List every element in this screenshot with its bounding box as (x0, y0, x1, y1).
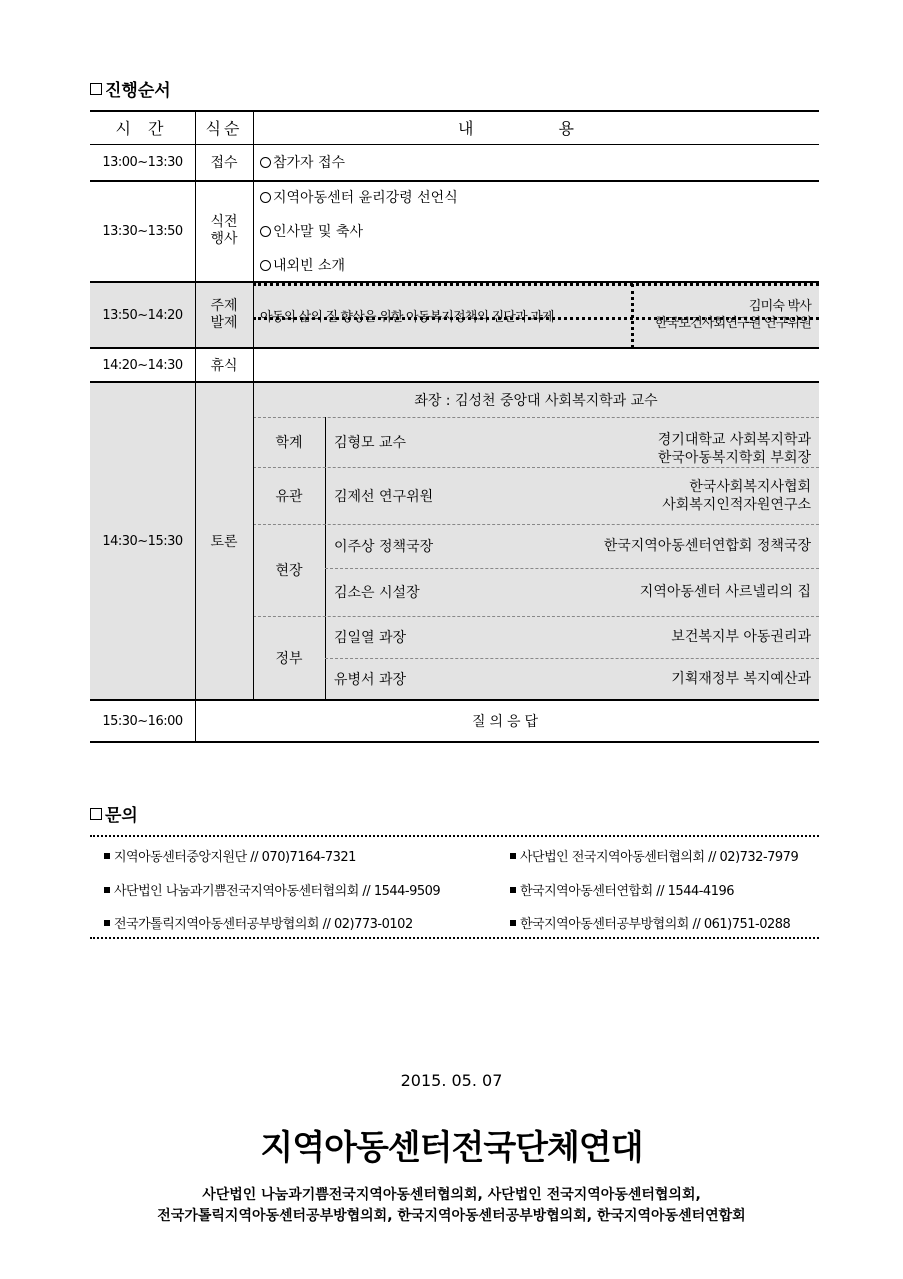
discussion-chair: 좌장 : 김성천 중앙대 사회복지학과 교수 (414, 392, 658, 409)
panelist-name-text: 김제선 연구위원 (334, 488, 434, 505)
category-government: 정부 (275, 651, 303, 667)
contact-text: 한국지역아동센터공부방협의회 // 061)751-0288 (520, 917, 791, 932)
table-rule (90, 144, 819, 145)
row-type: 주제 발제 (210, 298, 238, 331)
panelist-name (334, 467, 534, 524)
circle-bullet-icon (260, 157, 271, 168)
table-row (90, 700, 819, 742)
contact-item (510, 913, 790, 932)
header-type: 식순 (205, 118, 243, 138)
contact-text: 전국가톨릭지역아동센터공부방협의회 // 02)773-0102 (114, 917, 413, 932)
keynote-speaker-affil: 한국보건사회연구원 연구위원 (654, 316, 811, 331)
affil-line: 경기대학교 사회복지학과 (657, 432, 811, 448)
table-header (90, 110, 819, 144)
keynote-title: 아동의 삶의 질 향상을 위한 아동복지정책의 진단과 과제 (260, 309, 554, 325)
table-row (90, 144, 819, 180)
table-rule (90, 347, 819, 349)
opening-item-3 (260, 248, 810, 282)
document-date: 2015. 05. 07 (400, 1071, 503, 1090)
panelist-name-text: 이주상 정책국장 (334, 539, 434, 555)
contact-bottom-border (90, 937, 819, 939)
category-academia: 학계 (275, 435, 303, 451)
contact-item (104, 913, 413, 932)
keynote-speaker: 김미숙 박사 (748, 299, 811, 314)
panelist-affil (662, 478, 811, 514)
contact-item (104, 846, 356, 865)
table-row (90, 348, 819, 382)
opening-item-text: 지역아동센터 윤리강령 선언식 (273, 190, 458, 206)
panelist-name-text: 유병서 과장 (334, 672, 407, 688)
contact-item (510, 880, 734, 899)
category-field: 현장 (275, 563, 303, 579)
row-content (260, 144, 810, 180)
row-time: 14:20~14:30 (102, 357, 183, 373)
row-time: 13:00~13:30 (102, 154, 183, 170)
square-bullet-icon (510, 920, 516, 926)
organization-name: 지역아동센터전국단체연대 (260, 1128, 643, 1168)
table-col-line (195, 110, 196, 742)
table-row (90, 282, 819, 348)
member-organizations (0, 1185, 903, 1227)
schedule-title-text: 진행순서 (105, 81, 171, 101)
panelist-name (334, 568, 534, 616)
table-rule (90, 699, 819, 701)
panelist-name-text: 김일열 과장 (334, 630, 407, 646)
contact-text: 사단법인 전국지역아동센터협의회 // 02)732-7979 (520, 850, 799, 865)
schedule-section-title (90, 76, 171, 101)
panelist-name (334, 417, 534, 467)
panelist-name (334, 658, 534, 700)
members-line: 전국가톨릭지역아동센터공부방협의회, 한국지역아동센터공부방협의회, 한국지역아동센터연합회 (157, 1208, 746, 1224)
square-bullet-icon (104, 853, 110, 859)
table-rule (90, 180, 819, 182)
panelist-name (334, 616, 534, 658)
square-bullet-icon (510, 853, 516, 859)
panelist-name-text: 김형모 교수 (334, 435, 407, 451)
row-type: 토론 (210, 534, 238, 550)
qa-content: 질의응답 (471, 714, 543, 730)
checkbox-square-icon (90, 83, 102, 95)
header-content: 내 용 (458, 118, 614, 138)
table-rule (90, 110, 819, 112)
affil-line: 한국사회복지사협회 (689, 479, 811, 495)
contact-text: 사단법인 나눔과기쁨전국지역아동센터협의회 // 1544-9509 (114, 884, 441, 899)
keynote-speaker-block (638, 282, 811, 348)
panelist-affil (658, 431, 811, 467)
contact-section-title (90, 801, 138, 826)
panelist-name (334, 524, 534, 568)
checkbox-square-icon (90, 808, 102, 820)
affil-line: 한국아동복지학회 부회장 (657, 450, 811, 466)
members-line: 사단법인 나눔과기쁨전국지역아동센터협의회, 사단법인 전국지역아동센터협의회, (202, 1187, 701, 1203)
reception-item: 참가자 접수 (273, 155, 346, 171)
contact-text: 한국지역아동센터연합회 // 1544-4196 (520, 884, 735, 899)
row-type: 식전 행사 (210, 214, 238, 247)
contact-top-border (90, 835, 819, 837)
opening-item-1 (260, 180, 810, 214)
dotted-divider-vertical (631, 284, 634, 348)
opening-item-text: 인사말 및 축사 (273, 224, 364, 240)
table-col-line (253, 110, 254, 700)
table-rule (90, 281, 819, 283)
square-bullet-icon (104, 887, 110, 893)
table-row (90, 382, 819, 700)
header-time: 시 간 (115, 118, 170, 138)
opening-item-text: 내외빈 소개 (273, 258, 346, 274)
category-related: 유관 (275, 488, 303, 505)
circle-bullet-icon (260, 226, 271, 237)
contact-item (104, 880, 440, 899)
panelist-affil: 지역아동센터 사르넬리의 집 (639, 584, 811, 600)
panelist-name-text: 김소은 시설장 (334, 585, 420, 601)
circle-bullet-icon (260, 260, 271, 271)
table-rule (90, 741, 819, 743)
affil-line: 사회복지인적자원연구소 (662, 497, 811, 513)
panelist-affil: 보건복지부 아동권리과 (671, 629, 811, 645)
square-bullet-icon (510, 887, 516, 893)
panelist-affil: 한국지역아동센터연합회 정책국장 (603, 538, 811, 554)
row-time: 13:50~14:20 (102, 307, 183, 323)
table-row (90, 180, 819, 282)
opening-item-2 (260, 214, 810, 248)
contact-item (510, 846, 798, 865)
row-time: 13:30~13:50 (102, 223, 183, 239)
circle-bullet-icon (260, 192, 271, 203)
square-bullet-icon (104, 920, 110, 926)
row-time: 14:30~15:30 (102, 533, 183, 549)
row-type: 휴식 (210, 358, 238, 374)
row-type: 접수 (210, 155, 238, 171)
row-time: 15:30~16:00 (102, 713, 183, 729)
panelist-affil: 기획재정부 복지예산과 (671, 671, 811, 687)
table-rule (90, 381, 819, 383)
contact-text: 지역아동센터중앙지원단 // 070)7164-7321 (114, 850, 356, 865)
contact-title-text: 문의 (105, 806, 138, 826)
